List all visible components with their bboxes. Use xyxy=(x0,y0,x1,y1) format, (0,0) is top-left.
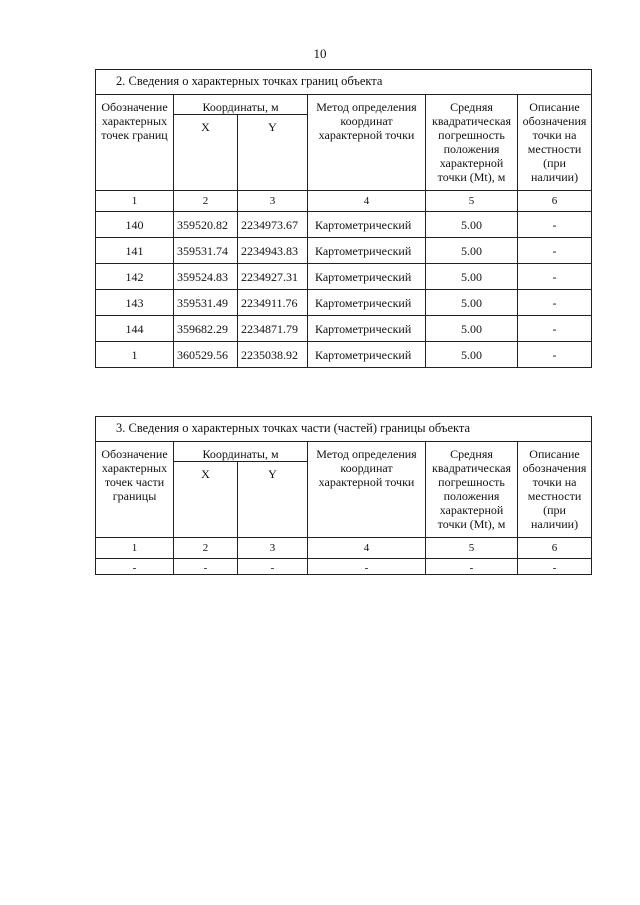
column-number-row xyxy=(96,538,592,559)
table-row xyxy=(96,238,592,264)
coordinate-x: 359524.83 xyxy=(174,264,238,290)
table-row xyxy=(96,559,592,575)
part-boundary-points-section xyxy=(95,416,591,575)
coordinate-x: 359682.29 xyxy=(174,316,238,342)
header-coordinates: Координаты, м xyxy=(174,95,308,115)
section-title: 3. Сведения о характерных точках части (частей) границы объекта xyxy=(96,417,592,442)
header-y: Y xyxy=(238,462,308,538)
accuracy: 5.00 xyxy=(426,212,518,238)
description: - xyxy=(518,238,592,264)
table-row xyxy=(96,212,592,238)
column-number: 1 xyxy=(96,538,174,559)
column-number: 6 xyxy=(518,191,592,212)
point-designation: 142 xyxy=(96,264,174,290)
section-title: 2. Сведения о характерных точках границ объекта xyxy=(96,70,592,95)
coordinate-y: 2234911.76 xyxy=(238,290,308,316)
coordinate-x: 359531.74 xyxy=(174,238,238,264)
accuracy: 5.00 xyxy=(426,316,518,342)
description: - xyxy=(518,290,592,316)
header-designation: Обозначение характерных точек границ xyxy=(96,95,174,191)
empty-cell: - xyxy=(174,559,238,575)
column-number-row xyxy=(96,191,592,212)
description: - xyxy=(518,342,592,368)
header-description: Описание обозначения точки на местности (при наличии) xyxy=(518,95,592,191)
empty-cell: - xyxy=(308,559,426,575)
coordinate-y: 2234943.83 xyxy=(238,238,308,264)
coordinate-x: 360529.56 xyxy=(174,342,238,368)
accuracy: 5.00 xyxy=(426,342,518,368)
boundary-points-table xyxy=(95,69,592,368)
point-designation: 143 xyxy=(96,290,174,316)
part-boundary-points-table xyxy=(95,416,592,575)
header-description: Описание обозначения точки на местности (при наличии) xyxy=(518,442,592,538)
column-number: 3 xyxy=(238,191,308,212)
empty-cell: - xyxy=(426,559,518,575)
description: - xyxy=(518,264,592,290)
point-designation: 140 xyxy=(96,212,174,238)
coordinate-y: 2235038.92 xyxy=(238,342,308,368)
boundary-points-section xyxy=(95,69,591,368)
column-number: 5 xyxy=(426,191,518,212)
header-accuracy: Средняя квадратическая погрешность положения характерной точки (Mt), м xyxy=(426,95,518,191)
coordinate-y: 2234871.79 xyxy=(238,316,308,342)
column-number: 6 xyxy=(518,538,592,559)
method: Картометрический xyxy=(308,238,426,264)
coordinate-y: 2234973.67 xyxy=(238,212,308,238)
method: Картометрический xyxy=(308,290,426,316)
header-x: X xyxy=(174,462,238,538)
table-row xyxy=(96,316,592,342)
column-number: 2 xyxy=(174,538,238,559)
point-designation: 141 xyxy=(96,238,174,264)
accuracy: 5.00 xyxy=(426,264,518,290)
header-method: Метод определения координат характерной точки xyxy=(308,95,426,191)
column-number: 4 xyxy=(308,538,426,559)
header-method: Метод определения координат характерной точки xyxy=(308,442,426,538)
method: Картометрический xyxy=(308,316,426,342)
accuracy: 5.00 xyxy=(426,238,518,264)
header-y: Y xyxy=(238,115,308,191)
point-designation: 144 xyxy=(96,316,174,342)
point-designation: 1 xyxy=(96,342,174,368)
table-row xyxy=(96,342,592,368)
method: Картометрический xyxy=(308,212,426,238)
column-number: 5 xyxy=(426,538,518,559)
page-number: 10 xyxy=(313,46,327,61)
coordinate-x: 359531.49 xyxy=(174,290,238,316)
header-accuracy: Средняя квадратическая погрешность положения характерной точки (Mt), м xyxy=(426,442,518,538)
empty-cell: - xyxy=(96,559,174,575)
column-number: 2 xyxy=(174,191,238,212)
method: Картометрический xyxy=(308,342,426,368)
header-coordinates: Координаты, м xyxy=(174,442,308,462)
method: Картометрический xyxy=(308,264,426,290)
table-row xyxy=(96,290,592,316)
header-x: X xyxy=(174,115,238,191)
column-number: 4 xyxy=(308,191,426,212)
coordinate-y: 2234927.31 xyxy=(238,264,308,290)
column-number: 1 xyxy=(96,191,174,212)
column-number: 3 xyxy=(238,538,308,559)
header-designation: Обозначение характерных точек части границы xyxy=(96,442,174,538)
description: - xyxy=(518,316,592,342)
empty-cell: - xyxy=(518,559,592,575)
table-row xyxy=(96,264,592,290)
accuracy: 5.00 xyxy=(426,290,518,316)
description: - xyxy=(518,212,592,238)
coordinate-x: 359520.82 xyxy=(174,212,238,238)
empty-cell: - xyxy=(238,559,308,575)
